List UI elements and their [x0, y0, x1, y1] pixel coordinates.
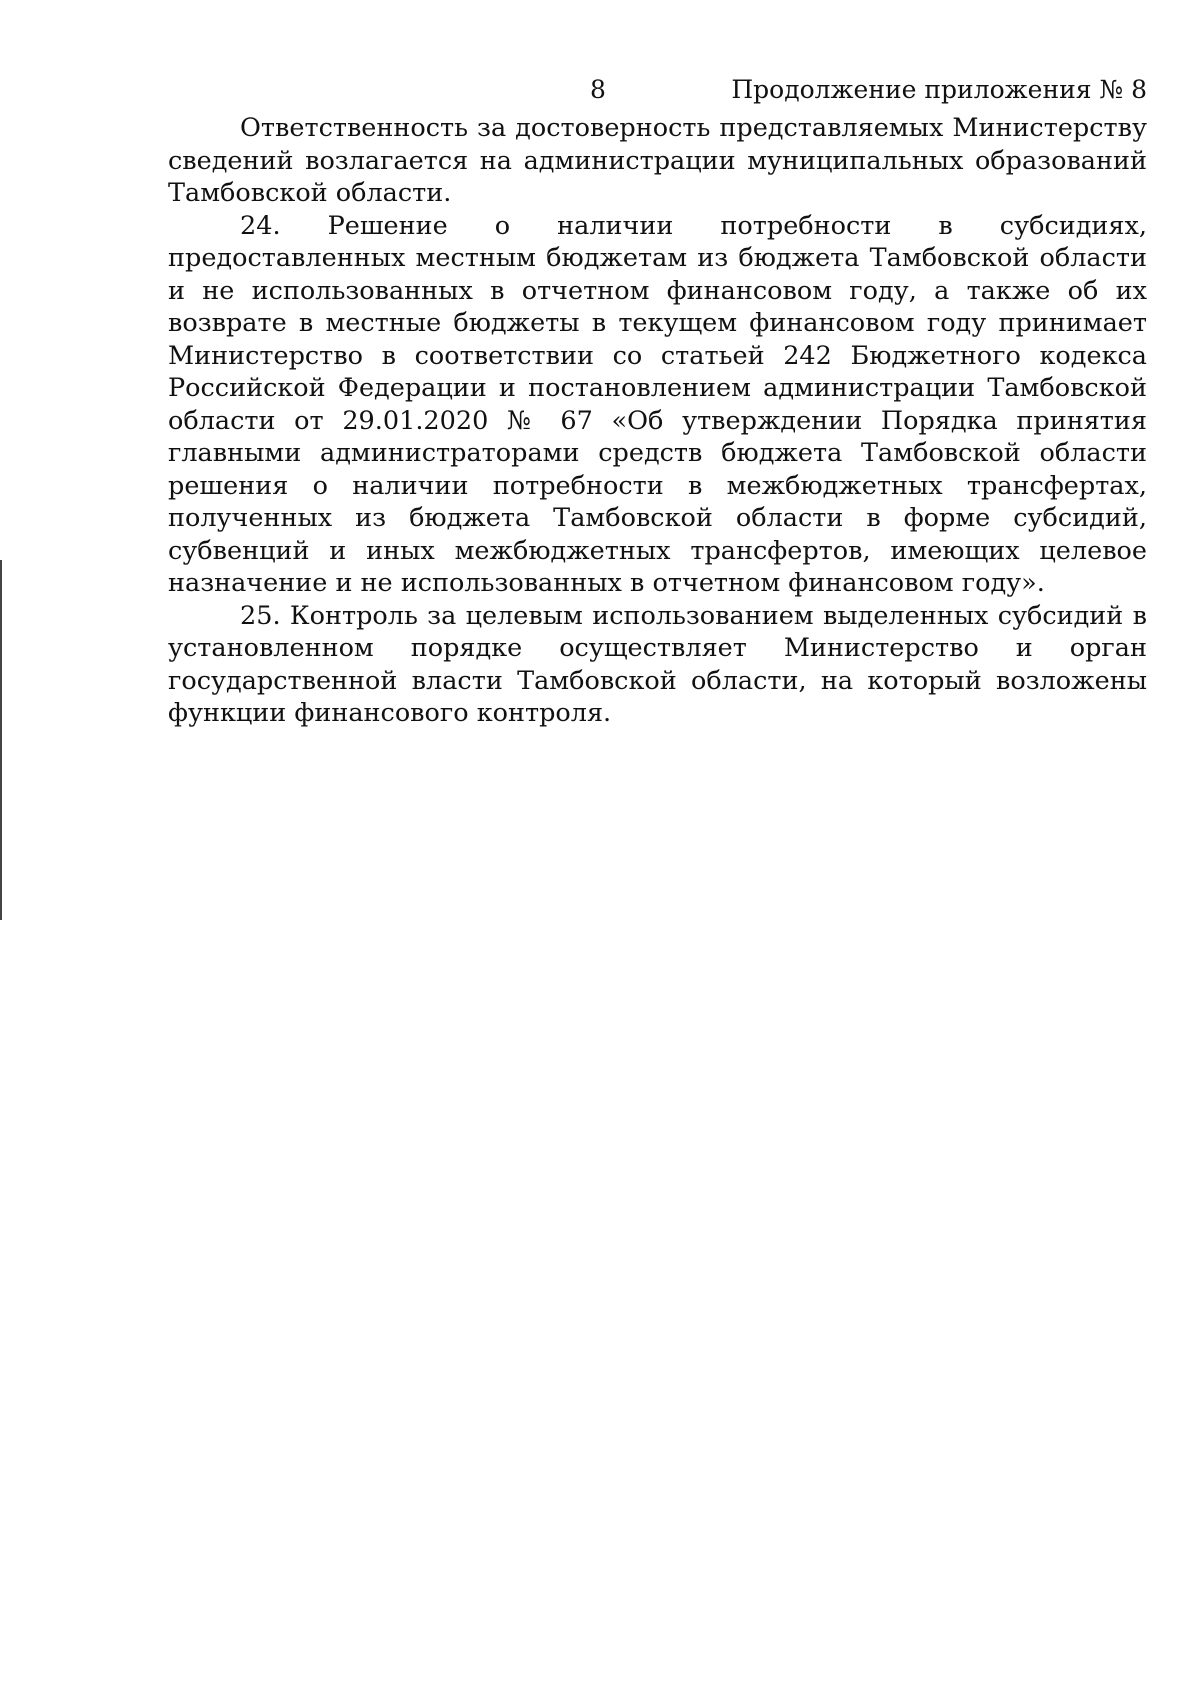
document-page [168, 0, 1147, 730]
running-header: Продолжение приложения № 8 [731, 75, 1147, 104]
document-body [168, 112, 1147, 730]
paragraph-responsibility: Ответственность за достоверность представляемых Министерству сведений возлагается на администрации муниципальных образований Тамбовской области. [168, 113, 1147, 208]
page-header [168, 0, 1147, 112]
paragraph-25: 25. Контроль за целевым использованием выделенных субсидий в установленном порядке осуществляет Министерство и орган государственной власти Тамбовской области, на который возложены функции финансового контроля. [168, 600, 1147, 728]
paragraph-24: 24. Решение о наличии потребности в субсидиях, предоставленных местным бюджетам из бюджета Тамбовской области и не использованных в отчетном финансовом году, а также об их возврате в местные бюджеты в текущем финансовом году принимает Министерство в соответствии со статьей 242 Бюджетного кодекса Российской Федерации и постановлением администрации Тамбовской области от 29.01.2020 № 67 «Об утверждении Порядка принятия главными администраторами средств бюджета Тамбовской области решения о наличии потребности в межбюджетных трансфертах, полученных из бюджета Тамбовской области в форме субсидий, субвенций и иных межбюджетных трансфертов, имеющих целевое назначение и не использованных в отчетном финансовом году». [168, 210, 1147, 598]
scan-edge-mark [0, 560, 2, 920]
page-number: 8 [590, 75, 606, 104]
